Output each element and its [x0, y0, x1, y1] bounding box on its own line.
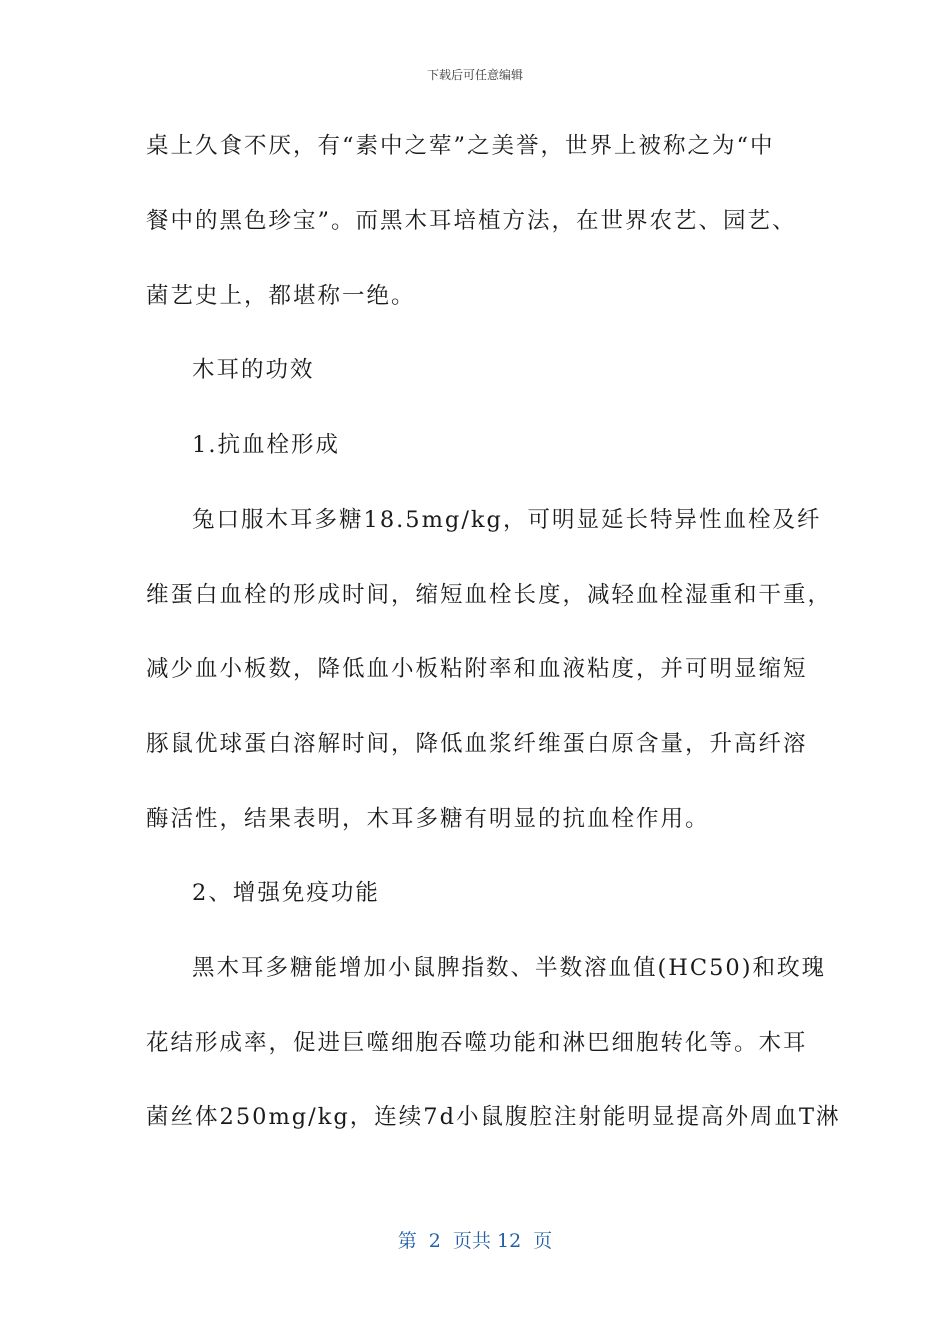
paragraph-line: 菌丝体250mg/kg，连续7d小鼠腹腔注射能明显提高外周血T淋: [146, 1104, 841, 1130]
paragraph-line: 兔口服木耳多糖18.5mg/kg，可明显延长特异性血栓及纤: [192, 507, 822, 533]
paragraph-line: 桌上久食不厌，有“素中之荤”之美誉，世界上被称之为“中: [146, 133, 775, 159]
paragraph-line: 减少血小板数，降低血小板粘附率和血液粘度，并可明显缩短: [146, 656, 808, 682]
header-note: 下载后可任意编辑: [426, 68, 523, 82]
page-number-footer: 第 2 页共 12 页: [397, 1230, 553, 1252]
paragraph-line: 花结形成率，促进巨噬细胞吞噬功能和淋巴细胞转化等。木耳: [146, 1030, 808, 1056]
paragraph-line: 菌艺史上，都堪称一绝。: [146, 283, 416, 309]
paragraph-line: 维蛋白血栓的形成时间，缩短血栓长度，减轻血栓湿重和干重，: [146, 582, 833, 608]
paragraph-line: 豚鼠优球蛋白溶解时间，降低血浆纤维蛋白原含量，升高纤溶: [146, 731, 808, 757]
paragraph-line: 餐中的黑色珍宝”。而黑木耳培植方法，在世界农艺、园艺、: [146, 208, 797, 234]
subsection-heading: 2、增强免疫功能: [192, 880, 380, 906]
section-heading: 木耳的功效: [192, 357, 315, 383]
paragraph-line: 黑木耳多糖能增加小鼠脾指数、半数溶血值(HC50)和玫瑰: [192, 955, 827, 981]
subsection-heading: 1.抗血栓形成: [192, 432, 340, 458]
paragraph-line: 酶活性，结果表明，木耳多糖有明显的抗血栓作用。: [146, 806, 710, 832]
